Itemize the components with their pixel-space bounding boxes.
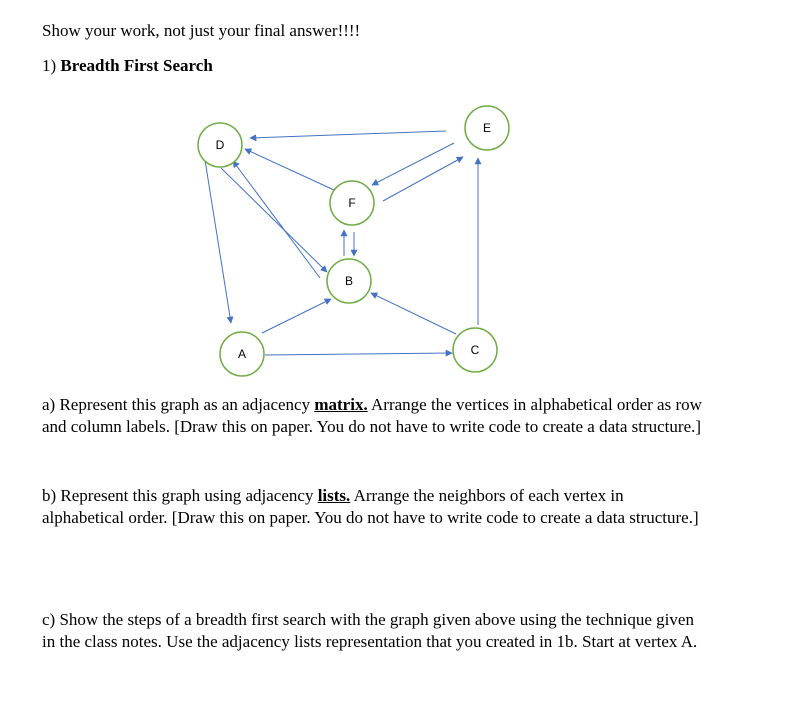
node-e-label: E: [482, 121, 492, 135]
question-c-line2: in the class notes. Use the adjacency lists representation that you created in 1b. Start at vertex A.: [42, 632, 698, 651]
question-b: [42, 485, 699, 529]
edge-f-to-e: [383, 157, 463, 201]
node-e: [465, 106, 509, 150]
edge-e-to-d: [250, 131, 446, 138]
edge-d-to-a: [205, 160, 231, 323]
node-c-label: C: [470, 343, 480, 357]
node-b: [327, 259, 371, 303]
edge-b-to-d: [233, 161, 320, 278]
edge-d-to-b: [221, 168, 327, 272]
node-d: [198, 123, 242, 167]
node-f-label: F: [348, 196, 356, 210]
node-a: [220, 332, 264, 376]
section-title: Breadth First Search: [60, 56, 213, 75]
question-a-keyword: matrix.: [314, 395, 368, 414]
question-b-line2: alphabetical order. [Draw this on paper. You do not have to write code to create a data structure.]: [42, 508, 699, 527]
edge-f-to-d: [245, 149, 334, 190]
node-b-label: B: [344, 274, 354, 288]
edge-a-to-c: [265, 353, 452, 355]
node-a-label: A: [237, 347, 247, 361]
edge-c-to-b: [371, 293, 456, 334]
edge-a-to-b: [262, 299, 331, 333]
question-a-line2: and column labels. [Draw this on paper. You do not have to write code to create a data structure.]: [42, 417, 702, 436]
edge-e-to-f: [372, 143, 454, 185]
question-c-line1: c) Show the steps of a breadth first search with the graph given above using the technique given: [42, 610, 694, 629]
node-f: [330, 181, 374, 225]
question-a: [42, 394, 702, 438]
section-number: 1): [42, 56, 57, 75]
question-a-line1: a) Represent this graph as an adjacency matrix. Arrange the vertices in alphabetical order as row: [42, 395, 702, 414]
node-d-label: D: [215, 138, 225, 152]
instruction-text: Show your work, not just your final answer!!!!: [42, 21, 361, 40]
node-c: [453, 328, 497, 372]
question-b-line1: b) Represent this graph using adjacency lists. Arrange the neighbors of each vertex in: [42, 486, 624, 505]
question-c: [42, 609, 697, 653]
question-b-keyword: lists.: [317, 486, 351, 505]
